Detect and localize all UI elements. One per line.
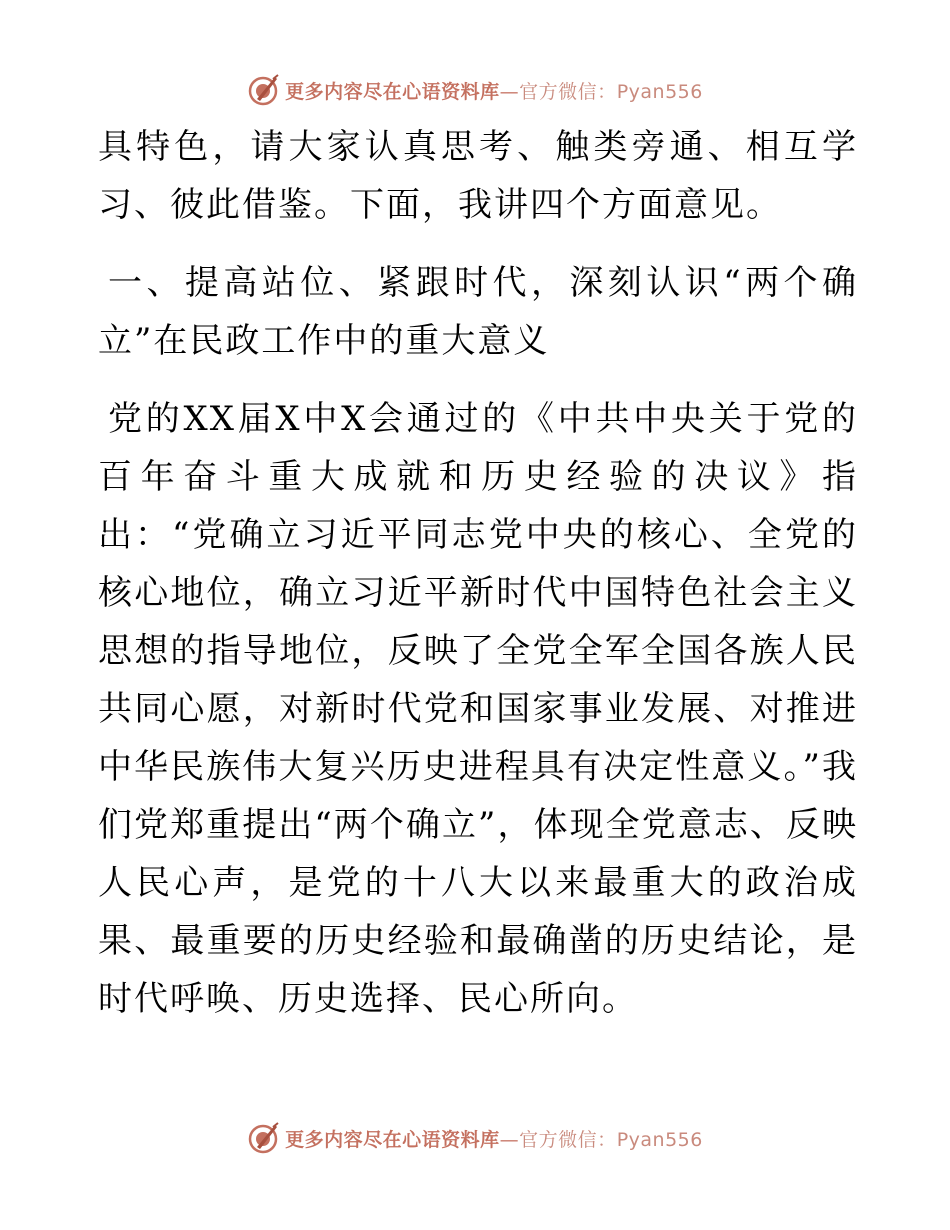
footer-banner bbox=[0, 1118, 950, 1158]
paragraph-intro: 具特色，请大家认真思考、触类旁通、相互学习、彼此借鉴。下面，我讲四个方面意见。 bbox=[98, 127, 858, 225]
banner-site-name: 更多内容尽在心语资料库 bbox=[285, 80, 500, 103]
banner-wechat-id: Pyan556 bbox=[616, 1128, 703, 1151]
banner-wechat-label: 官方微信： bbox=[519, 80, 617, 103]
section-heading: 一、提高站位、紧跟时代，深刻认识“两个确立”在民政工作中的重大意义 bbox=[98, 263, 858, 361]
header-banner bbox=[0, 70, 950, 110]
banner-text bbox=[285, 1125, 703, 1152]
banner-wechat-label: 官方微信： bbox=[519, 1128, 617, 1151]
banner-wechat-id: Pyan556 bbox=[616, 80, 703, 103]
banner-separator: — bbox=[499, 80, 520, 103]
document-body bbox=[98, 118, 858, 1028]
banner-site-name: 更多内容尽在心语资料库 bbox=[285, 1128, 500, 1151]
quill-pen-icon bbox=[247, 73, 281, 107]
banner-text bbox=[285, 77, 703, 104]
banner-separator: — bbox=[499, 1128, 520, 1151]
paragraph-main: 党的XX届X中X会通过的《中共中央关于党的百年奋斗重大成就和历史经验的决议》指出：“党确立习近平同志党中央的核心、全党的核心地位，确立习近平新时代中国特色社会主义思想的指导地位，反映了全党全军全国各族人民共同心愿，对新时代党和国家事业发展、对推进中华民族伟大复兴历史进程具有决定性意义。”我们党郑重提出“两个确立”，体现全党意志、反映人民心声，是党的十八大以来最重大的政治成果、最重要的历史经验和最确凿的历史结论，是时代呼唤、历史选择、民心所向。 bbox=[98, 399, 858, 1019]
quill-pen-icon bbox=[247, 1121, 281, 1155]
